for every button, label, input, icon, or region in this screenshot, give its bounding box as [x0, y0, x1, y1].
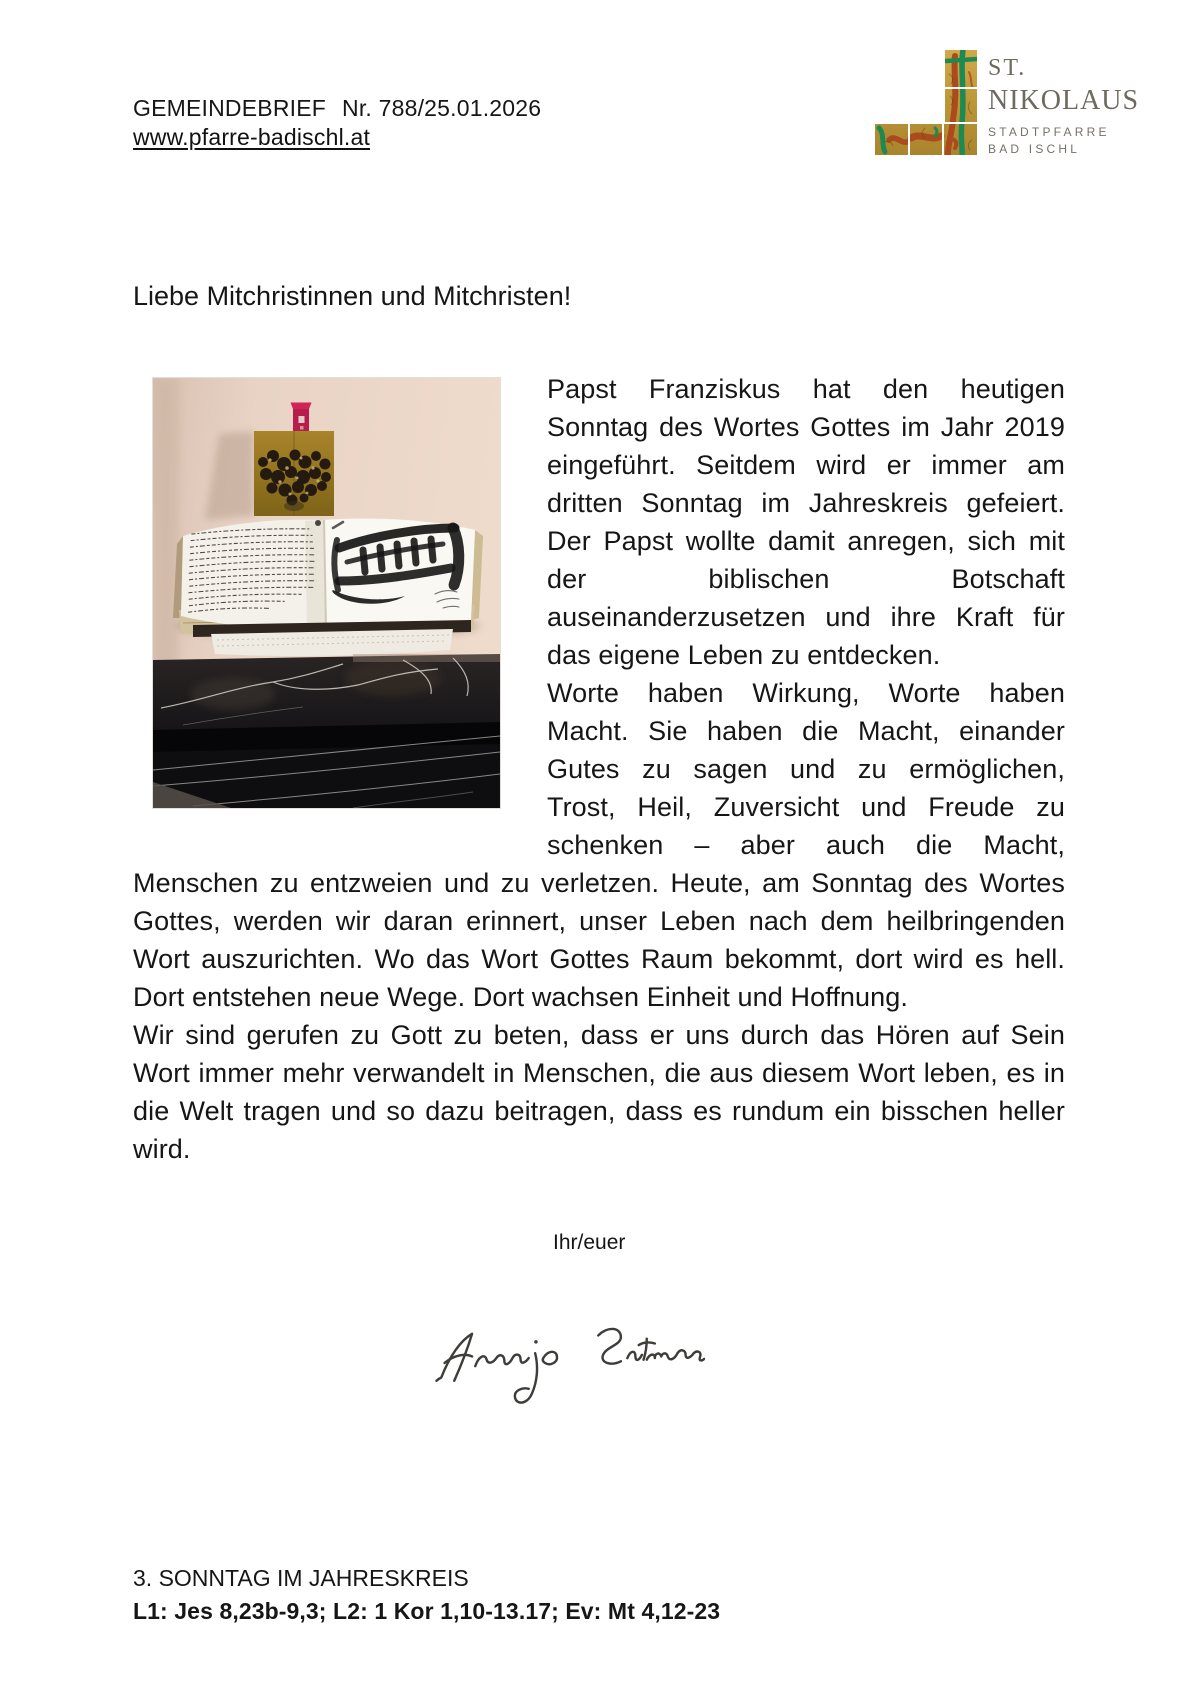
paragraph-1: Papst Franziskus hat den heutigen Sonntag des Wortes Gottes im Jahr 2019 eingeführt. Seitdem wird er immer am dritten Sonntag im Jahreskreis gefeiert. Der Papst wollte damit anregen, sich mit der biblischen Botschaft auseinanderzusetzen und ihre Kraft für das eigene Leben zu entdecken. [547, 374, 1065, 670]
photo-illustration [153, 378, 500, 808]
readings-line: L1: Jes 8,23b-9,3; L2: 1 Kor 1,10-13.17; Ev: Mt 4,12-23 [133, 1598, 721, 1624]
salutation: Liebe Mitchristinnen und Mitchristen! [133, 281, 572, 311]
closing-line: Ihr/euer [553, 1231, 626, 1254]
signature [430, 1298, 705, 1423]
parish-logo [988, 55, 1139, 156]
parish-logo-tiles-icon [875, 50, 978, 156]
logo-name-line1: ST. [988, 55, 1027, 81]
red-candle [291, 403, 312, 436]
gemeindebrief-label: GEMEINDEBRIEF [133, 95, 327, 121]
logo-name-line2: NIKOLAUS [988, 85, 1140, 116]
gemeindebrief-line [133, 94, 541, 122]
paragraph-2: Worte haben Wirkung, Worte haben Macht. Sie haben die Macht, einander Gutes zu sagen und zu ermöglichen, Trost, Heil, Zuversicht und Freude zu schenken – aber auch die Macht, Menschen zu entzweien und zu verletzen. Heute, am Sonntag des Wortes Gottes, werden wir daran erinnert, unser Leben nach dem heilbringenden Wort auszurichten. Wo das Wort Gottes Raum bekommt, dort wird es hell. Dort entstehen neue Wege. Dort wachsen Einheit und Hoffnung. [133, 678, 1065, 1012]
gilded-panel [254, 431, 334, 516]
photo-open-book-on-marble-ambo [152, 377, 501, 809]
footer [133, 1562, 720, 1628]
header [133, 94, 541, 151]
paragraph-3: Wir sind gerufen zu Gott zu beten, dass er uns durch das Hören auf Sein Wort immer mehr verwandelt in Menschen, die aus diesem Wort leben, es in die Welt tragen und so dazu beitragen, dass es rundum ein bisschen heller wird. [133, 1020, 1065, 1164]
signature-handwriting [430, 1298, 705, 1423]
marble-altar [153, 654, 500, 808]
issue-number: Nr. 788/25.01.2026 [342, 95, 542, 121]
logo-subtitle-line2: BAD ISCHL [988, 142, 1081, 156]
website-link[interactable]: www.pfarre-badischl.at [133, 124, 371, 150]
logo-subtitle-line1: STADTPFARRE [988, 125, 1110, 139]
letter-body [133, 370, 1065, 1168]
sunday-title: 3. SONNTAG IM JAHRESKREIS [133, 1565, 469, 1591]
